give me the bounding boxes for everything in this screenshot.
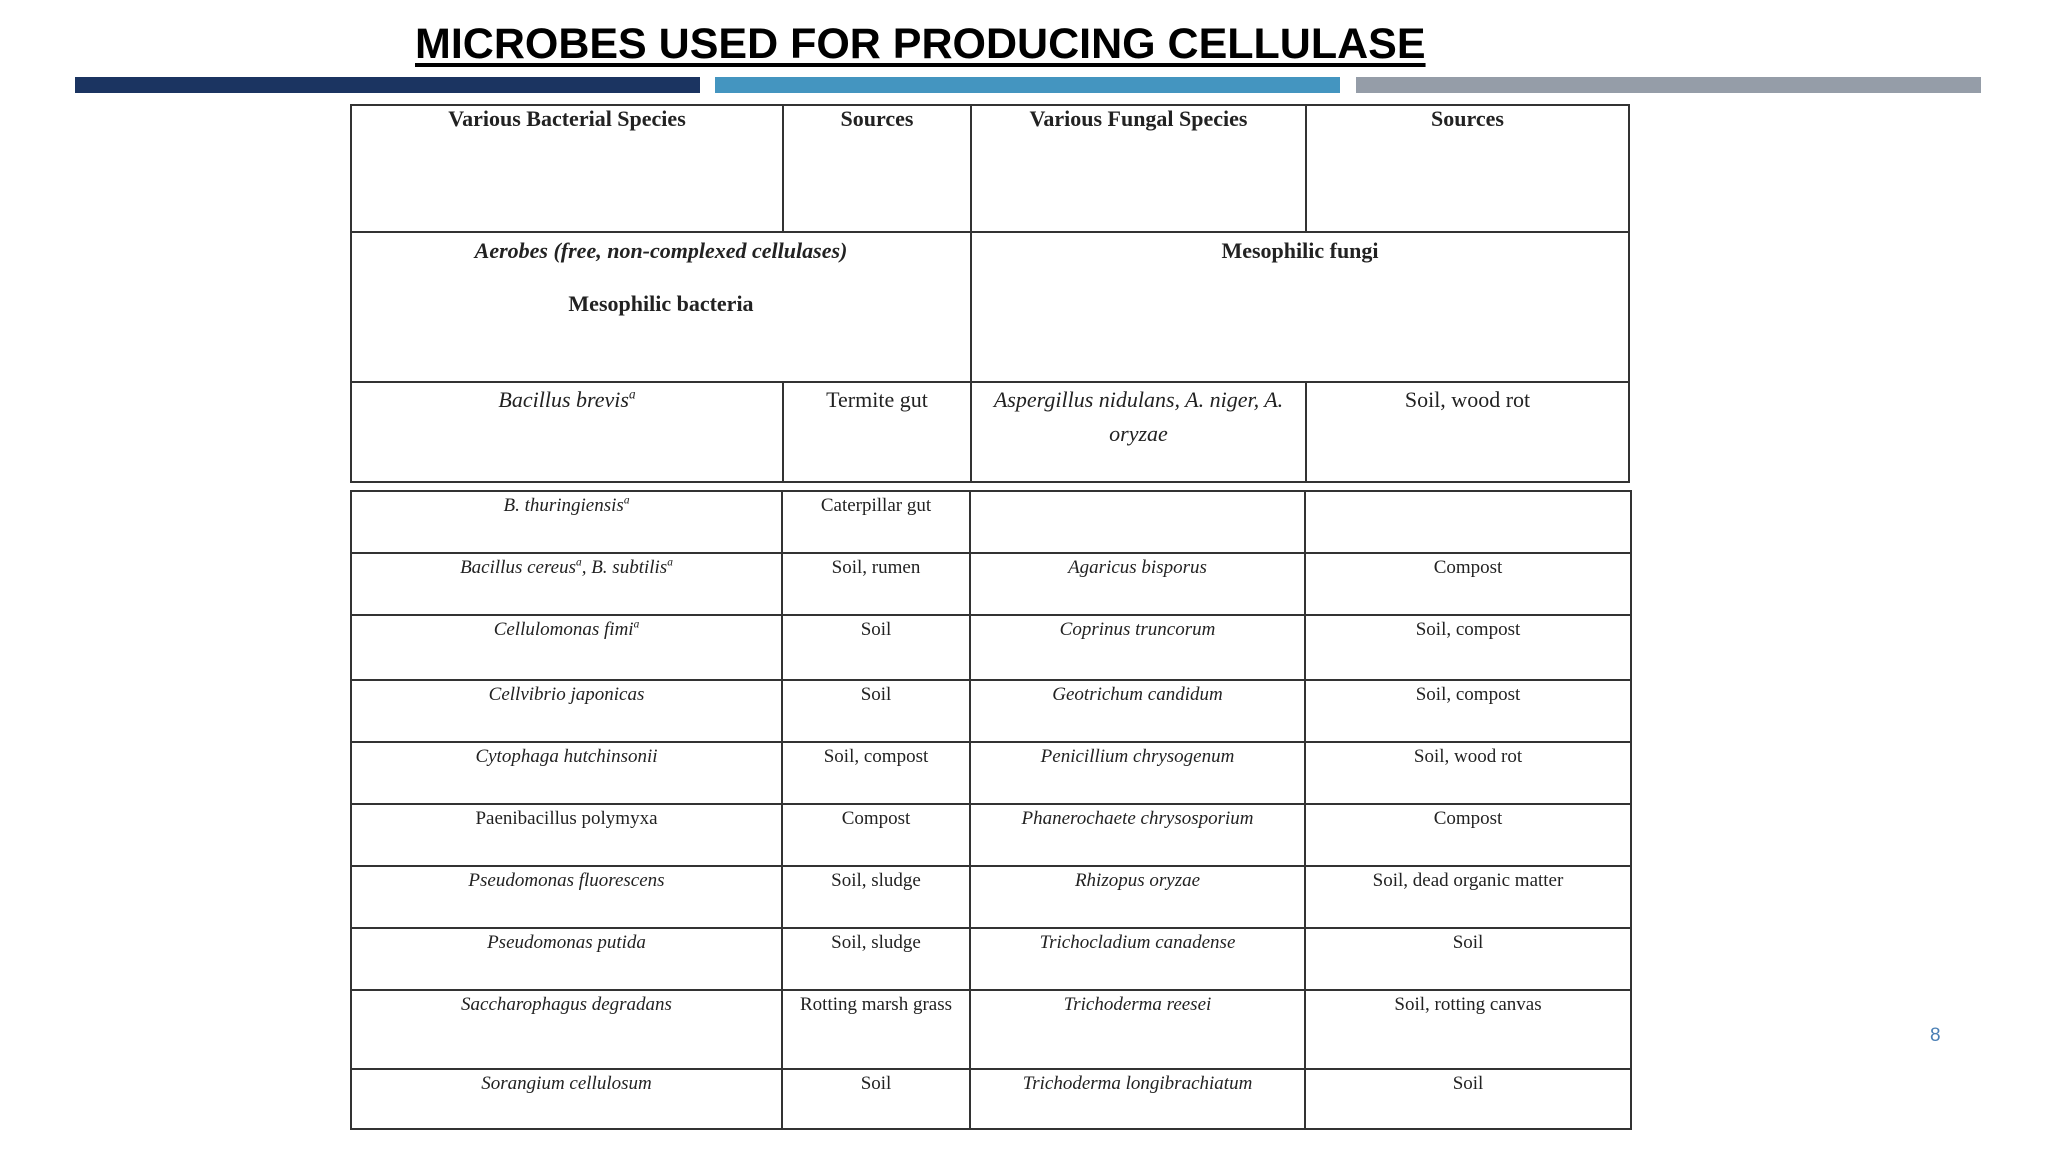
bacteria-source-cell: Caterpillar gut bbox=[782, 491, 970, 553]
fungi-cell: Rhizopus oryzae bbox=[970, 866, 1305, 928]
fungi-cell: Trichocladium canadense bbox=[970, 928, 1305, 990]
header-fungal-sources: Sources bbox=[1306, 105, 1629, 232]
group-bacteria bbox=[351, 232, 971, 382]
bacteria-cell: Bacillus cereus$^a$, B. subtilis$^a$ bbox=[351, 553, 782, 615]
header-bar-navy bbox=[75, 77, 700, 93]
table-row bbox=[351, 680, 1631, 742]
fungi-source-cell: Soil, rotting canvas bbox=[1305, 990, 1631, 1069]
table-row bbox=[351, 990, 1631, 1069]
bacteria-cell: B. thuringiensis$^a$ bbox=[351, 491, 782, 553]
fungi-source-cell: Soil bbox=[1305, 928, 1631, 990]
fungi-cell: Penicillium chrysogenum bbox=[970, 742, 1305, 804]
bacteria-cell: Cellulomonas fimi$^a$ bbox=[351, 615, 782, 680]
table-row bbox=[351, 553, 1631, 615]
group-fungi: Mesophilic fungi bbox=[971, 232, 1629, 382]
bacteria-source-cell: Termite gut bbox=[783, 382, 971, 482]
table-row bbox=[351, 928, 1631, 990]
fungi-source-cell: Soil, compost bbox=[1305, 615, 1631, 680]
table-row bbox=[351, 866, 1631, 928]
fungi-cell bbox=[970, 491, 1305, 553]
fungi-cell: Agaricus bisporus bbox=[970, 553, 1305, 615]
bacteria-source-cell: Soil, compost bbox=[782, 742, 970, 804]
header-bacterial-sources: Sources bbox=[783, 105, 971, 232]
bacteria-cell: Saccharophagus degradans bbox=[351, 990, 782, 1069]
table-row bbox=[351, 382, 1629, 482]
bacteria-cell: Cellvibrio japonicas bbox=[351, 680, 782, 742]
group-bacteria-aerobes: Aerobes (free, non-complexed cellulases) bbox=[474, 238, 848, 263]
slide-title: MICROBES USED FOR PRODUCING CELLULASE bbox=[415, 20, 1426, 68]
header-fungal-species: Various Fungal Species bbox=[971, 105, 1306, 232]
bacteria-source-cell: Soil bbox=[782, 615, 970, 680]
bacteria-source-cell: Soil bbox=[782, 1069, 970, 1129]
bacteria-cell: Sorangium cellulosum bbox=[351, 1069, 782, 1129]
fungi-source-cell: Compost bbox=[1305, 804, 1631, 866]
fungi-source-cell: Soil, wood rot bbox=[1306, 382, 1629, 482]
bacteria-source-cell: Rotting marsh grass bbox=[782, 990, 970, 1069]
bacteria-cell: Cytophaga hutchinsonii bbox=[351, 742, 782, 804]
fungi-cell: Trichoderma reesei bbox=[970, 990, 1305, 1069]
group-bacteria-mesophilic: Mesophilic bacteria bbox=[568, 291, 754, 317]
bacteria-cell: Bacillus brevis$^a$ bbox=[351, 382, 783, 482]
bacteria-cell: Pseudomonas fluorescens bbox=[351, 866, 782, 928]
bacteria-cell: Paenibacillus polymyxa bbox=[351, 804, 782, 866]
header-bar-gray bbox=[1356, 77, 1981, 93]
fungi-cell: Geotrichum candidum bbox=[970, 680, 1305, 742]
table-header-row bbox=[351, 105, 1629, 232]
bacteria-cell: Pseudomonas putida bbox=[351, 928, 782, 990]
header-bar-blue bbox=[715, 77, 1340, 93]
table-row bbox=[351, 1069, 1631, 1129]
fungi-source-cell: Soil, compost bbox=[1305, 680, 1631, 742]
fungi-source-cell: Soil, wood rot bbox=[1305, 742, 1631, 804]
header-bacterial-species: Various Bacterial Species bbox=[351, 105, 783, 232]
fungi-source-cell: Soil bbox=[1305, 1069, 1631, 1129]
table-row bbox=[351, 742, 1631, 804]
fungi-cell: Phanerochaete chrysosporium bbox=[970, 804, 1305, 866]
bacteria-source-cell: Soil bbox=[782, 680, 970, 742]
bacteria-source-cell: Soil, rumen bbox=[782, 553, 970, 615]
table-row bbox=[351, 491, 1631, 553]
page-number: 8 bbox=[1930, 1025, 1941, 1046]
fungi-cell: Aspergillus nidulans, A. niger, A. oryzae bbox=[971, 382, 1306, 482]
fungi-source-cell bbox=[1305, 491, 1631, 553]
fungi-cell: Coprinus truncorum bbox=[970, 615, 1305, 680]
fungi-cell: Trichoderma longibrachiatum bbox=[970, 1069, 1305, 1129]
table-row bbox=[351, 615, 1631, 680]
table-upper bbox=[350, 104, 1630, 483]
bacteria-source-cell: Soil, sludge bbox=[782, 928, 970, 990]
bacteria-source-cell: Compost bbox=[782, 804, 970, 866]
fungi-source-cell: Compost bbox=[1305, 553, 1631, 615]
table-lower bbox=[350, 490, 1632, 1130]
table-row bbox=[351, 804, 1631, 866]
fungi-source-cell: Soil, dead organic matter bbox=[1305, 866, 1631, 928]
group-row bbox=[351, 232, 1629, 382]
bacteria-source-cell: Soil, sludge bbox=[782, 866, 970, 928]
